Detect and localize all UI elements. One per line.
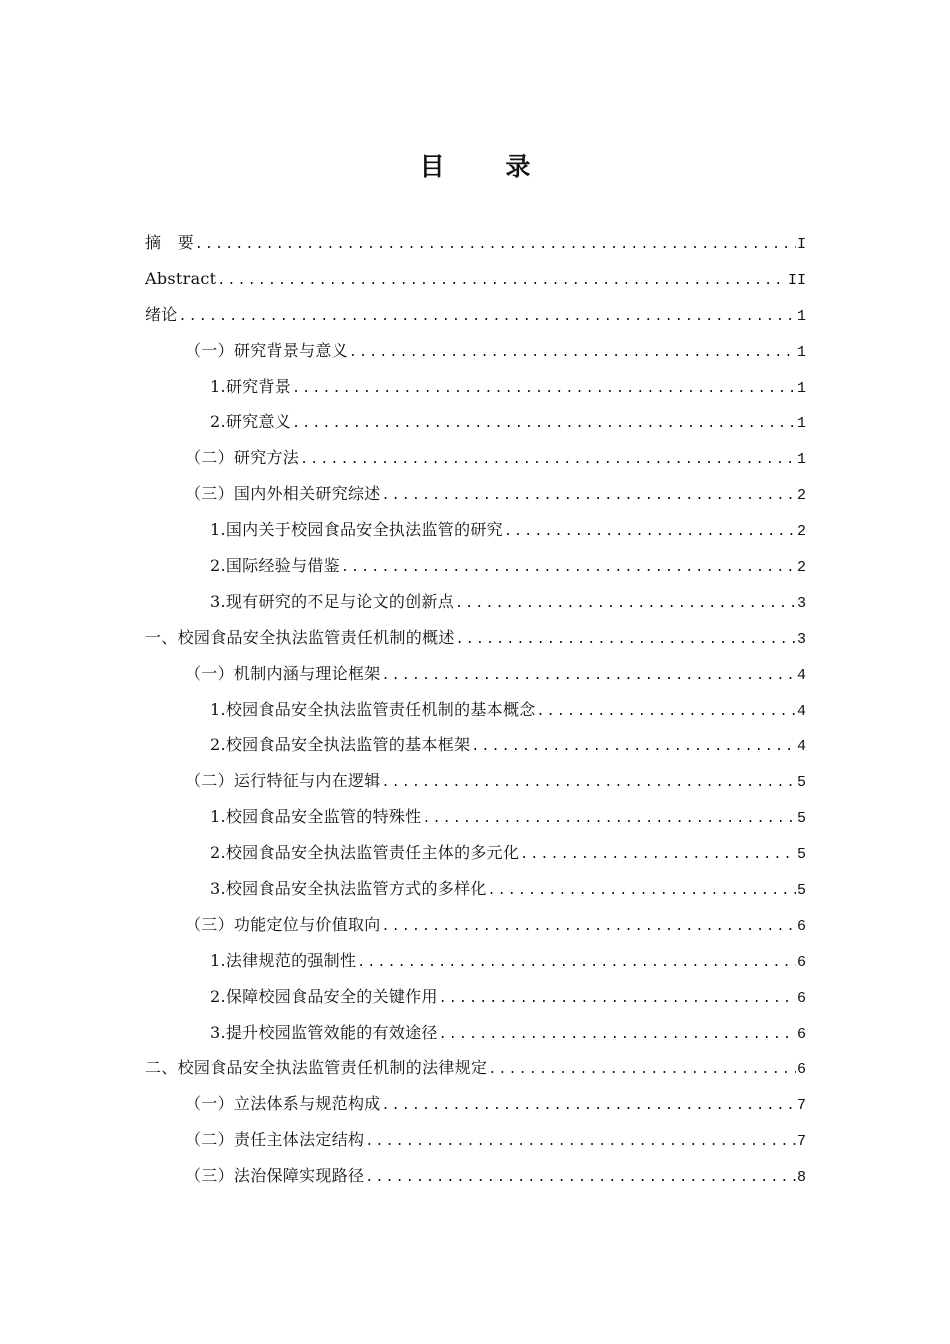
toc-entry-page: 1 [796, 379, 806, 397]
toc-entry-label: 2.校园食品安全执法监管责任主体的多元化 [210, 843, 520, 863]
dot-leader [471, 732, 796, 762]
dot-leader [382, 1091, 796, 1121]
toc-entry-label: （二）运行特征与内在逻辑 [185, 771, 381, 791]
toc-entry[interactable] [145, 802, 806, 838]
toc-entry[interactable] [145, 982, 806, 1018]
toc-entry-label: （一）机制内涵与理论框架 [185, 663, 381, 683]
toc-entry-label: 1.校园食品安全监管的特殊性 [210, 807, 422, 827]
dot-leader [300, 445, 796, 475]
toc-entry-label: （三）法治保障实现路径 [185, 1166, 365, 1186]
toc-entry[interactable] [145, 264, 806, 300]
toc-entry-page: 4 [796, 738, 806, 756]
dot-leader [382, 768, 796, 798]
dot-leader [217, 266, 787, 296]
dot-leader [292, 374, 796, 404]
toc-entry[interactable] [145, 336, 806, 372]
toc-entry-page: 5 [796, 774, 806, 792]
toc-entry-page: 2 [796, 523, 806, 541]
toc-entry-page: 1 [796, 307, 806, 325]
toc-entry-label: 二、校园食品安全执法监管责任机制的法律规定 [145, 1058, 488, 1078]
toc-entry-page: 3 [796, 594, 806, 612]
toc-entry-label: （二）研究方法 [185, 448, 300, 468]
dot-leader [382, 912, 796, 942]
dot-leader [488, 1055, 796, 1085]
toc-entry-page: 6 [796, 1025, 806, 1043]
dot-leader [382, 481, 796, 511]
dot-leader [179, 302, 796, 332]
dot-leader [292, 409, 796, 439]
toc-entry-label: 2.校园食品安全执法监管的基本框架 [210, 735, 471, 755]
toc-entry-page: 4 [796, 666, 806, 684]
toc-entry-page: 5 [796, 882, 806, 900]
toc-entry[interactable] [145, 766, 806, 802]
toc-entry[interactable] [145, 838, 806, 874]
toc-entry[interactable] [145, 1089, 806, 1125]
toc-entry-page: 2 [796, 487, 806, 505]
toc-entry-label: 绪论 [145, 304, 178, 324]
toc-entry[interactable] [145, 695, 806, 731]
dot-leader [422, 804, 796, 834]
toc-entry[interactable] [145, 551, 806, 587]
toc-entry[interactable] [145, 515, 806, 551]
toc-entry[interactable] [145, 1053, 806, 1089]
toc-entry-label: 3.校园食品安全执法监管方式的多样化 [210, 879, 487, 899]
toc-entry[interactable] [145, 623, 806, 659]
toc-entry-page: 5 [796, 810, 806, 828]
dot-leader [365, 1127, 796, 1157]
toc-entry-page: 6 [796, 989, 806, 1007]
toc-entry[interactable] [145, 228, 806, 264]
toc-entry-page: 6 [796, 1061, 806, 1079]
dot-leader [382, 661, 796, 691]
toc-entry[interactable] [145, 874, 806, 910]
toc-entry-label: 2.保障校园食品安全的关键作用 [210, 986, 438, 1006]
dot-leader [504, 517, 796, 547]
dot-leader [488, 876, 796, 906]
toc-entry-label: 2.研究意义 [210, 412, 292, 432]
toc-entry-label: （二）责任主体法定结构 [185, 1130, 365, 1150]
toc-entry[interactable] [145, 910, 806, 946]
toc-entry-label: （三）国内外相关研究综述 [185, 484, 381, 504]
toc-entry-label: 3.现有研究的不足与论文的创新点 [210, 591, 455, 611]
page-title: 目 录 [419, 152, 557, 181]
toc-entry-label: 摘 要 [145, 233, 194, 252]
toc-entry-page: 3 [796, 630, 806, 648]
dot-leader [439, 984, 796, 1014]
toc-entry-label: （一）研究背景与意义 [185, 340, 349, 360]
toc-entry-label: 1.国内关于校园食品安全执法监管的研究 [210, 520, 503, 540]
toc-entry-label: 一、校园食品安全执法监管责任机制的概述 [145, 627, 455, 647]
toc-entry-page: 5 [796, 846, 806, 864]
toc-entry-page: 6 [796, 917, 806, 935]
toc-entry-label: 1.法律规范的强制性 [210, 950, 357, 970]
toc-entry[interactable] [145, 407, 806, 443]
toc-entry-page: 6 [796, 953, 806, 971]
dot-leader [357, 948, 796, 978]
toc-entry-label: 1.校园食品安全执法监管责任机制的基本概念 [210, 699, 536, 719]
toc-entry-label: （三）功能定位与价值取向 [185, 914, 381, 934]
toc-entry-page: 1 [796, 451, 806, 469]
toc-entry-page: 1 [796, 343, 806, 361]
dot-leader [349, 338, 796, 368]
toc-entry-label: Abstract [145, 268, 217, 288]
toc-entry-page: I [796, 236, 806, 253]
toc-entry-label: （一）立法体系与规范构成 [185, 1094, 381, 1114]
toc-entry[interactable] [145, 587, 806, 623]
dot-leader [456, 625, 796, 655]
dot-leader [537, 697, 796, 727]
toc-entry[interactable] [145, 479, 806, 515]
toc-entry-page: 2 [796, 559, 806, 577]
toc-entry[interactable] [145, 443, 806, 479]
toc-entry-label: 1.研究背景 [210, 376, 292, 396]
dot-leader [520, 840, 796, 870]
toc-entry-page: II [787, 271, 806, 289]
toc-entry-page: 1 [796, 415, 806, 433]
toc-entry[interactable] [145, 730, 806, 766]
table-of-contents [145, 228, 806, 1197]
toc-entry[interactable] [145, 1018, 806, 1054]
dot-leader [195, 230, 796, 260]
dot-leader [455, 589, 796, 619]
toc-entry-label: 3.提升校园监管效能的有效途径 [210, 1022, 438, 1042]
toc-entry[interactable] [145, 1161, 806, 1197]
toc-entry[interactable] [145, 300, 806, 336]
toc-entry-page: 8 [796, 1169, 806, 1187]
toc-entry[interactable] [145, 1125, 806, 1161]
toc-entry-page: 4 [796, 702, 806, 720]
toc-entry-label: 2.国际经验与借鉴 [210, 556, 340, 576]
toc-entry[interactable] [145, 659, 806, 695]
toc-entry-page: 7 [796, 1097, 806, 1115]
toc-entry[interactable] [145, 946, 806, 982]
dot-leader [439, 1020, 796, 1050]
toc-entry-page: 7 [796, 1133, 806, 1151]
toc-entry[interactable] [145, 372, 806, 408]
dot-leader [365, 1163, 796, 1193]
dot-leader [341, 553, 796, 583]
